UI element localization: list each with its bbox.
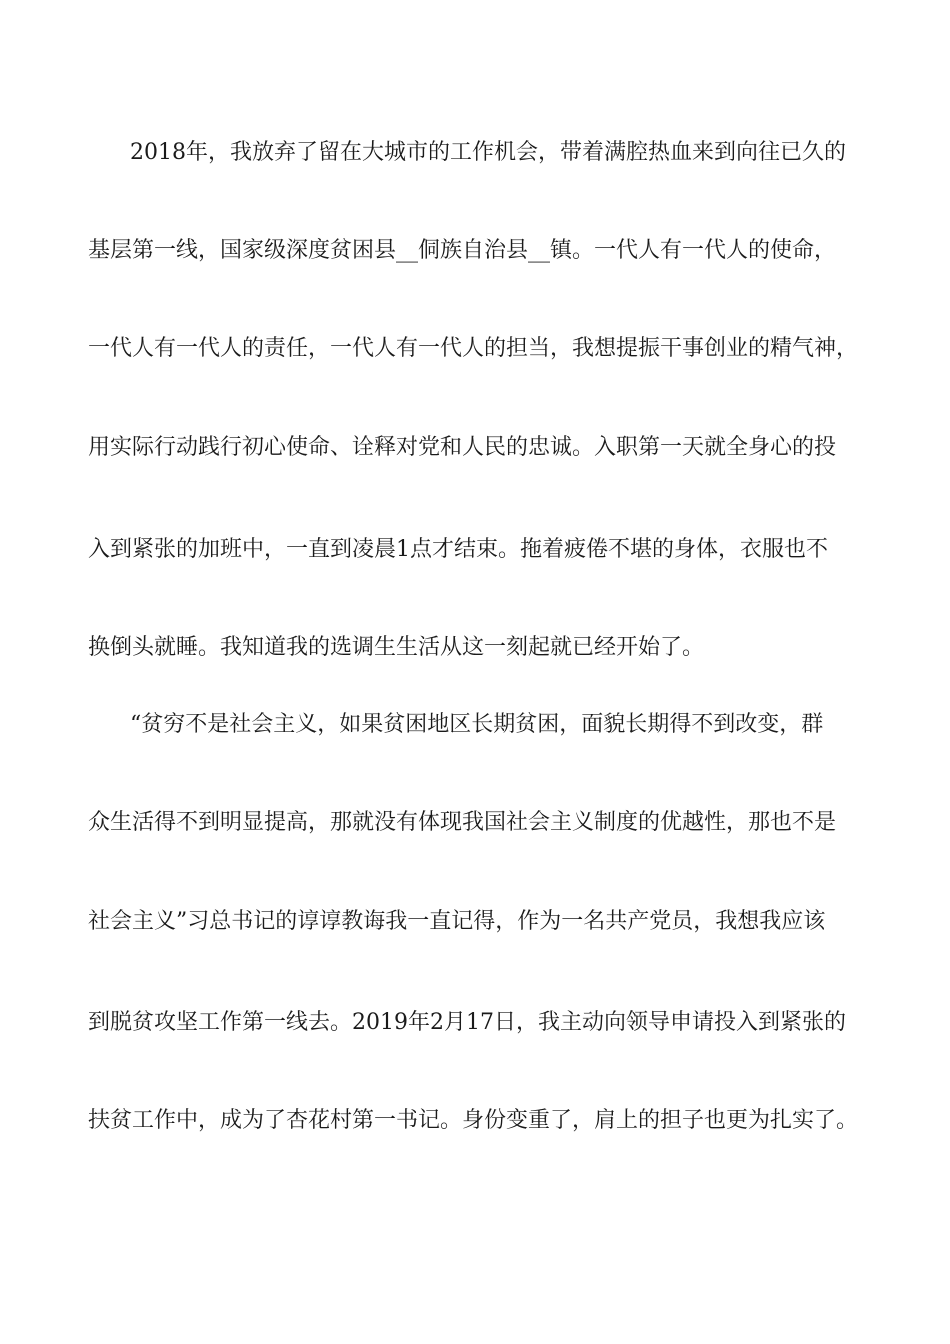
paragraph-1-line-4: 用实际行动践行初心使命、诠释对党和人民的忠诚。入职第一天就全身心的投 xyxy=(88,435,837,460)
paragraph-1-line-2: 基层第一线，国家级深度贫困县__侗族自治县__镇。一代人有一代人的使命， xyxy=(88,238,837,263)
paragraph-2-line-4: 到脱贫攻坚工作第一线去。2019年2月17日，我主动向领导申请投入到紧张的 xyxy=(88,1010,846,1035)
paragraph-2-line-5: 扶贫工作中，成为了杏花村第一书记。身份变重了，肩上的担子也更为扎实了。 xyxy=(88,1108,859,1133)
paragraph-1-line-6: 换倒头就睡。我知道我的选调生生活从这一刻起就已经开始了。 xyxy=(88,635,705,660)
paragraph-2-line-2: 众生活得不到明显提高，那就没有体现我国社会主义制度的优越性，那也不是 xyxy=(88,810,837,835)
paragraph-2-line-3: 社会主义”习总书记的谆谆教诲我一直记得，作为一名共产党员，我想我应该 xyxy=(88,909,826,934)
paragraph-1-line-5: 入到紧张的加班中，一直到凌晨1点才结束。拖着疲倦不堪的身体，衣服也不 xyxy=(88,537,828,562)
paragraph-1-line-1: 2018年，我放弃了留在大城市的工作机会，带着满腔热血来到向往已久的 xyxy=(130,140,846,165)
paragraph-1-line-3: 一代人有一代人的责任，一代人有一代人的担当，我想提振干事创业的精气神， xyxy=(88,336,859,361)
paragraph-2-line-1: “贫穷不是社会主义，如果贫困地区长期贫困，面貌长期得不到改变，群 xyxy=(130,712,824,737)
